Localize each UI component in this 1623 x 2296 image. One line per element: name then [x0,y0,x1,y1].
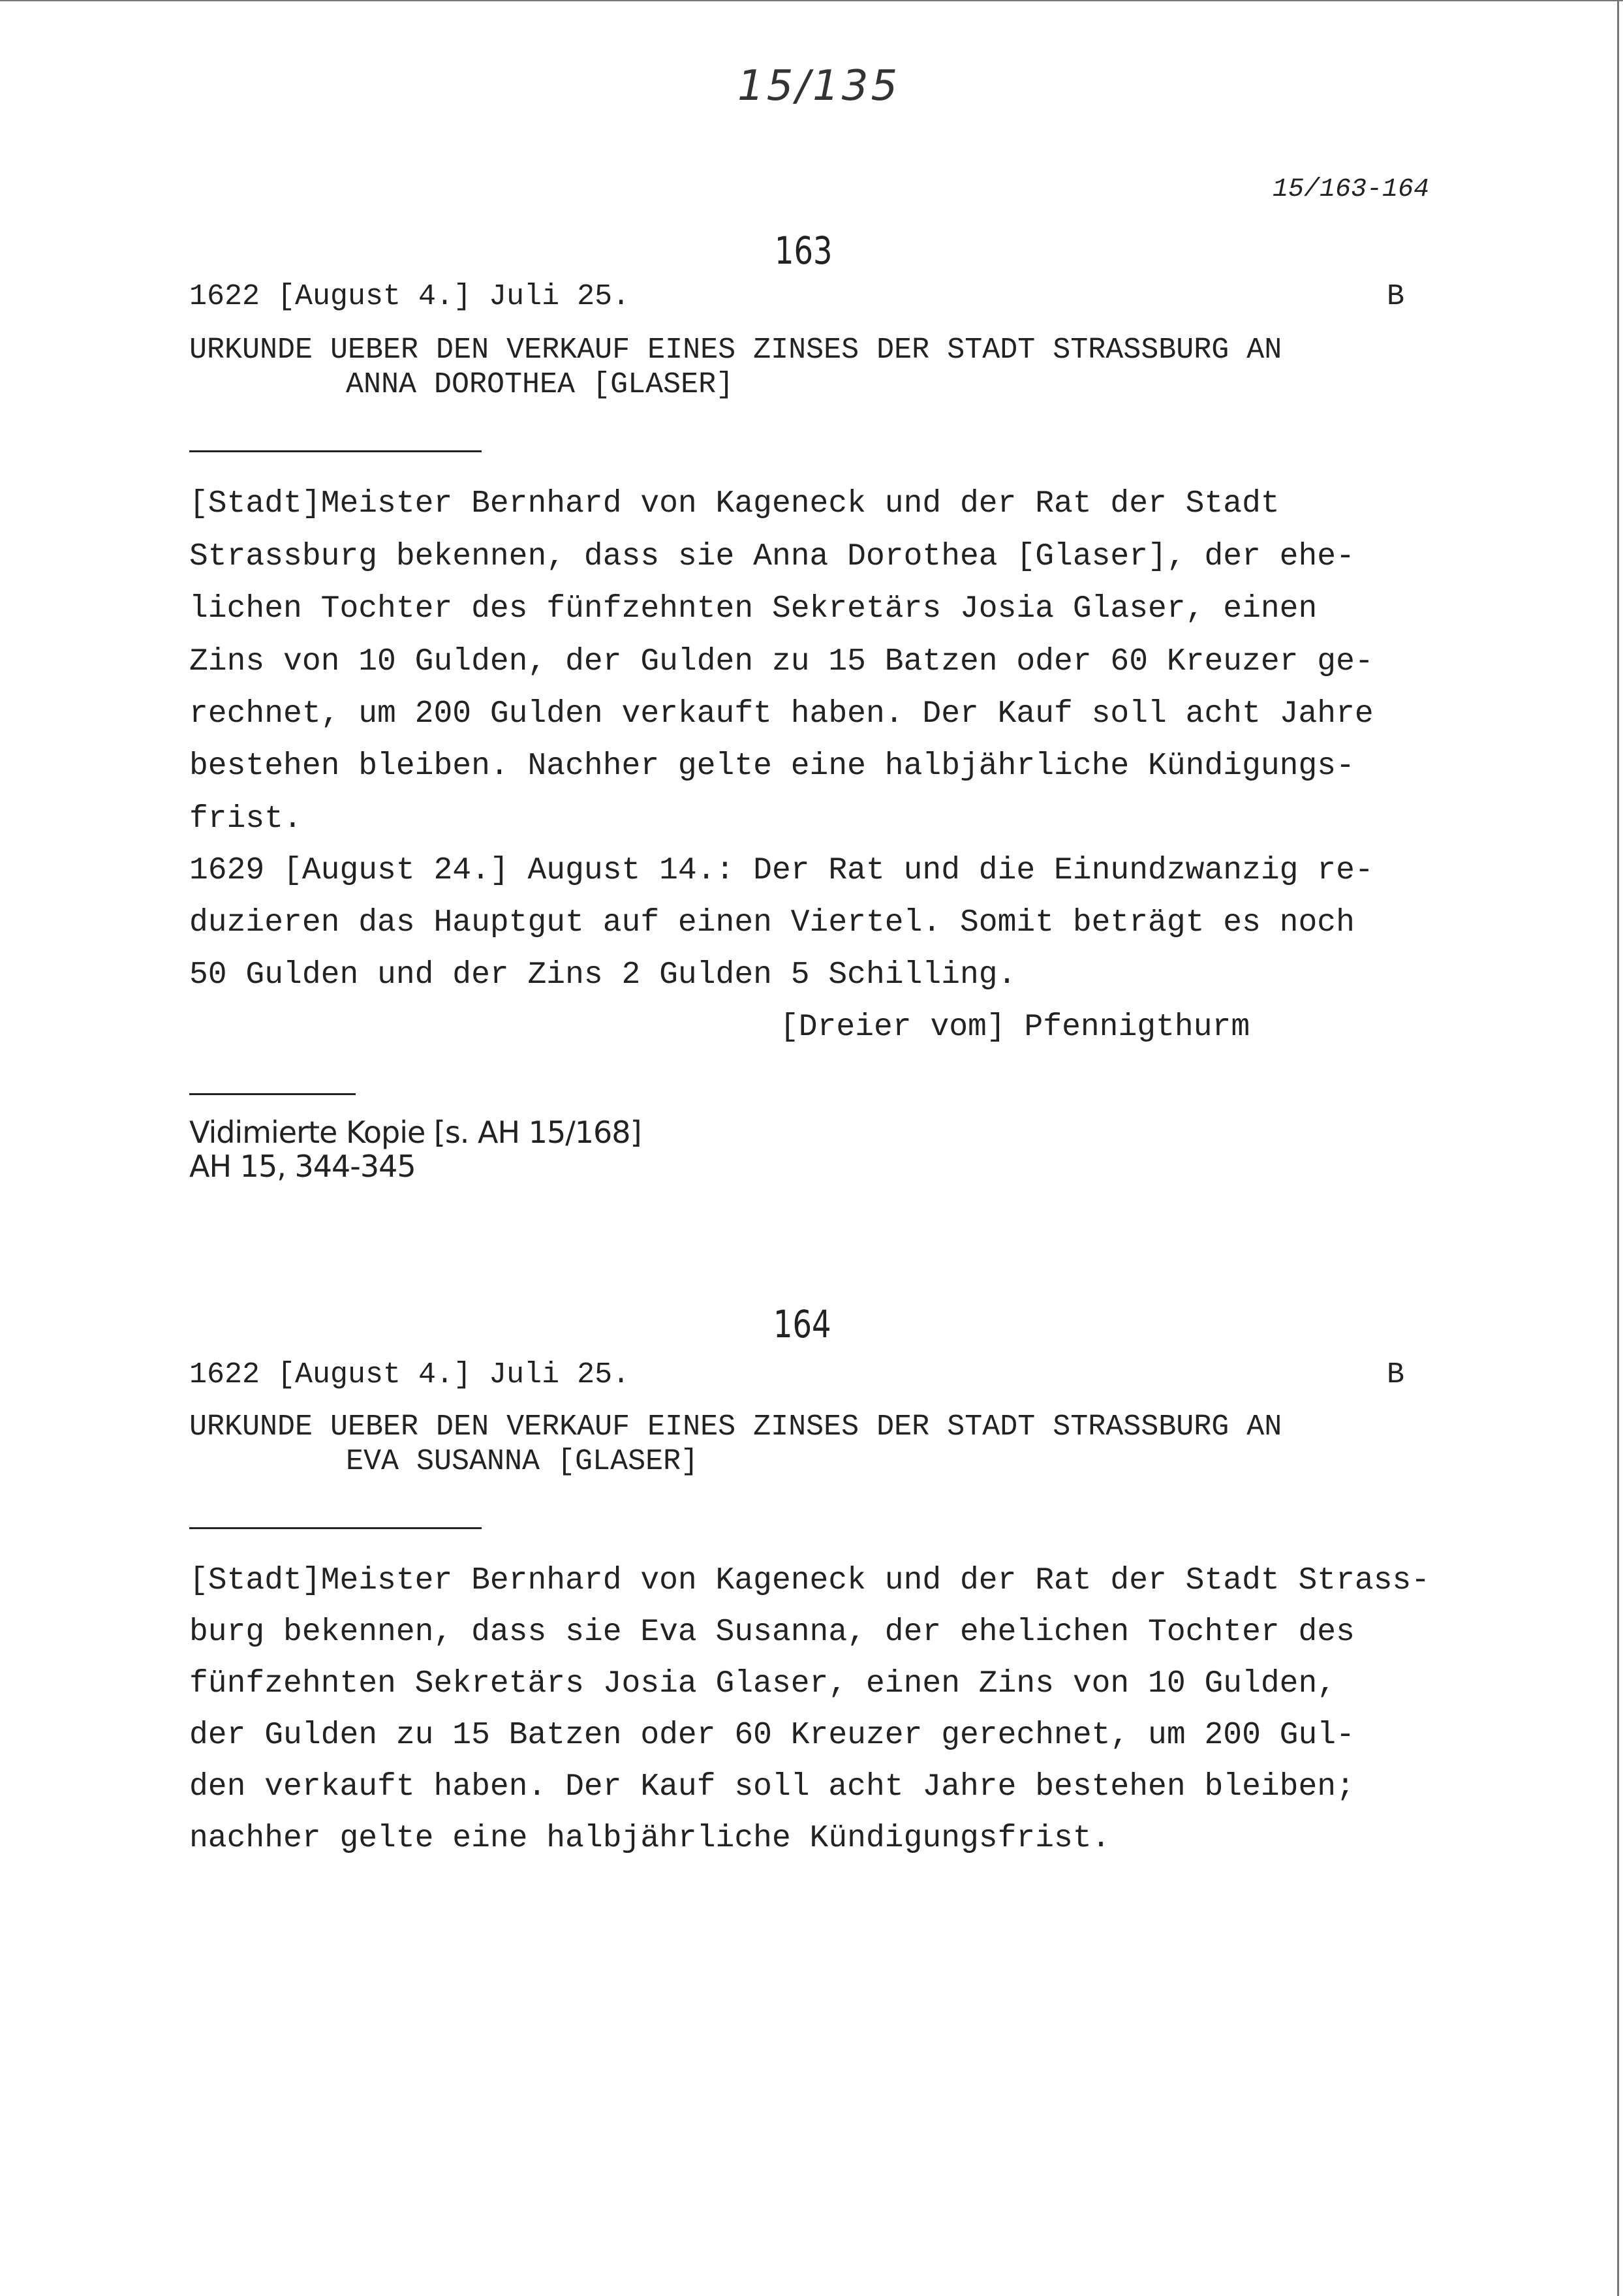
body-line: bestehen bleiben. Nachher gelte eine halbjährliche Kündigungs- [189,749,1355,784]
section-rule [189,1527,482,1529]
entry-number: 164 [773,1302,831,1346]
body-line: den verkauft haben. Der Kauf soll acht Jahre bestehen bleiben; [189,1769,1355,1805]
entry-title-line: EVA SUSANNA [GLASER] [346,1445,699,1478]
body-line: frist. [189,801,302,837]
entry-date: 1622 [August 4.] Juli 25. [189,280,630,313]
entry-title-line: ANNA DOROTHEA [GLASER] [346,368,734,401]
signature: [Dreier vom] Pfennigthurm [780,1010,1250,1045]
section-rule [189,450,482,452]
entry-mark: B [1387,280,1405,313]
entry-title-line: URKUNDE UEBER DEN VERKAUF EINES ZINSES DER STADT STRASSBURG AN [189,1410,1282,1444]
body-line: der Gulden zu 15 Batzen oder 60 Kreuzer gerechnet, um 200 Gul- [189,1718,1355,1753]
entry-date: 1622 [August 4.] Juli 25. [189,1358,630,1391]
body-line: [Stadt]Meister Bernhard von Kageneck und der Rat der Stadt Strass- [189,1563,1430,1598]
entry-title-line: URKUNDE UEBER DEN VERKAUF EINES ZINSES DER STADT STRASSBURG AN [189,334,1282,367]
body-line: 50 Gulden und der Zins 2 Gulden 5 Schilling. [189,957,1017,993]
page-reference: 15/163-164 [1273,175,1430,204]
body-line: duzieren das Hauptgut auf einen Viertel. Somit beträgt es noch [189,905,1355,940]
body-line: 1629 [August 24.] August 14.: Der Rat und die Einundzwanzig re- [189,853,1374,888]
body-line: [Stadt]Meister Bernhard von Kageneck und der Rat der Stadt [189,486,1280,521]
body-line: rechnet, um 200 Gulden verkauft haben. Der Kauf soll acht Jahre [189,696,1374,732]
footnote-rule [189,1093,356,1095]
body-line: burg bekennen, dass sie Eva Susanna, der ehelichen Tochter des [189,1615,1355,1650]
body-line: nachher gelte eine halbjährliche Kündigungsfrist. [189,1821,1111,1856]
entry-number: 163 [775,228,833,273]
handwritten-annotation: 15/135 [737,62,901,110]
body-line: fünfzehnten Sekretärs Josia Glaser, einen Zins von 10 Gulden, [189,1666,1337,1701]
scan-right-edge [1617,0,1619,2296]
entry-mark: B [1387,1358,1405,1391]
body-line: lichen Tochter des fünfzehnten Sekretärs Josia Glaser, einen [189,591,1318,627]
source-note: AH 15, 344-345 [189,1149,416,1184]
body-line: Zins von 10 Gulden, der Gulden zu 15 Batzen oder 60 Kreuzer ge- [189,644,1374,679]
source-note: Vidimierte Kopie [s. AH 15/168] [189,1115,641,1150]
body-line: Strassburg bekennen, dass sie Anna Dorothea [Glaser], der ehe- [189,539,1355,574]
scan-top-edge [0,0,1623,1]
